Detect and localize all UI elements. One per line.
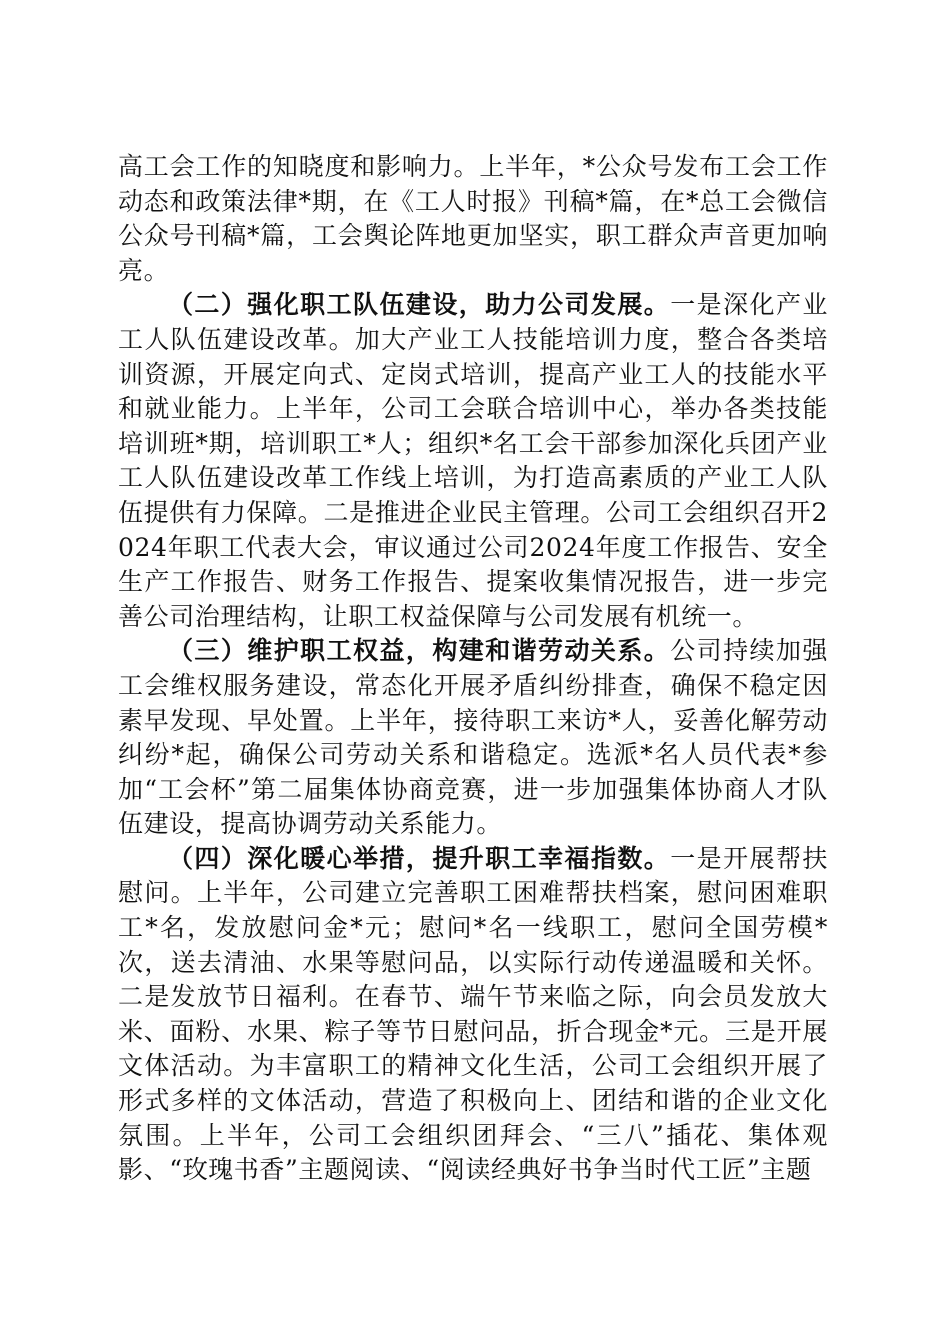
paragraph-text: 公司持续加强工会维权服务建设，常态化开展矛盾纠纷排查，确保不稳定因素早发现、早处置。上半年，接待职工来访*人，妥善化解劳动纠纷*起，确保公司劳动关系和谐稳定。选派*名人员代表*参加“工会杯”第二届集体协商竞赛，进一步加强集体协商人才队伍建设，提高协调劳动关系能力。 xyxy=(118,636,828,839)
paragraph-section-4 xyxy=(118,842,828,1188)
paragraph-text: 高工会工作的知晓度和影响力。上半年，*公众号发布工会工作动态和政策法律*期，在《工人时报》刊稿*篇，在*总工会微信公众号刊稿*篇，工会舆论阵地更加坚实，职工群众声音更加响亮。 xyxy=(118,152,828,285)
paragraph-continuation xyxy=(118,150,828,288)
section-heading: （三）维护职工权益，构建和谐劳动关系。 xyxy=(168,636,671,666)
paragraph-section-3 xyxy=(118,634,828,842)
paragraph-text: 一是深化产业工人队伍建设改革。加大产业工人技能培训力度，整合各类培训资源，开展定向式、定岗式培训，提高产业工人的技能水平和就业能力。上半年，公司工会联合培训中心，举办各类技能培训班*期，培训职工*人；组织*名工会干部参加深化兵团产业工人队伍建设改革工作线上培训，为打造高素质的产业工人队伍提供有力保障。二是推进企业民主管理。公司工会组织召开2024年职工代表大会，审议通过公司2024年度工作报告、安全生产工作报告、财务工作报告、提案收集情况报告，进一步完善公司治理结构，让职工权益保障与公司发展有机统一。 xyxy=(118,290,828,631)
paragraph-section-2 xyxy=(118,288,828,634)
paragraph-text: 一是开展帮扶慰问。上半年，公司建立完善职工困难帮扶档案，慰问困难职工*名，发放慰问金*元；慰问*名一线职工，慰问全国劳模*次，送去清油、水果等慰问品，以实际行动传递温暖和关怀。二是发放节日福利。在春节、端午节来临之际，向会员发放大米、面粉、水果、粽子等节日慰问品，折合现金*元。三是开展文体活动。为丰富职工的精神文化生活，公司工会组织开展了形式多样的文体活动，营造了积极向上、团结和谐的企业文化氛围。上半年，公司工会组织团拜会、“三八”插花、集体观影、“玫瑰书香”主题阅读、“阅读经典好书争当时代工匠”主题 xyxy=(118,843,828,1185)
section-heading: （二）强化职工队伍建设，助力公司发展。 xyxy=(168,290,671,320)
section-heading: （四）深化暖心举措，提升职工幸福指数。 xyxy=(168,843,671,873)
document-page xyxy=(118,150,828,1188)
